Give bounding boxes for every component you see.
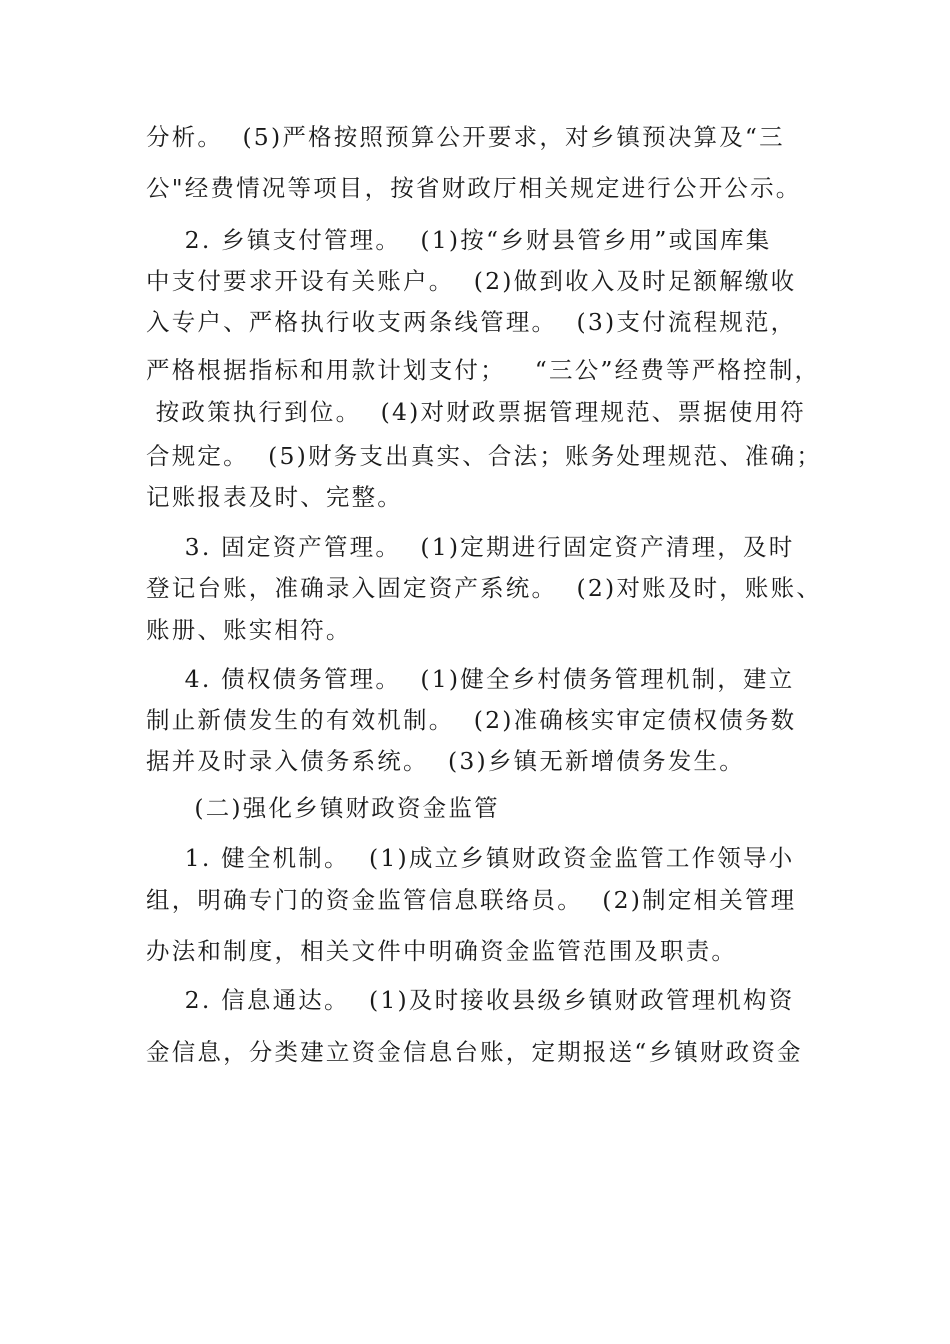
text-line: 登记台账，准确录入固定资产系统。 (2)对账及时，账账、 — [146, 574, 823, 602]
text-line: 账册、账实相符。 — [146, 616, 352, 644]
text-line: 严格根据指标和用款计划支付； “三公”经费等严格控制， — [146, 356, 821, 384]
text-line: 1. 健全机制。 (1)成立乡镇财政资金监管工作领导小 — [146, 844, 795, 872]
text-line: 制止新债发生的有效机制。 (2)准确核实审定债权债务数 — [146, 706, 797, 734]
text-line: 金信息，分类建立资金信息台账，定期报送“乡镇财政资金 — [146, 1038, 803, 1066]
text-line: 4. 债权债务管理。 (1)健全乡村债务管理机制，建立 — [146, 665, 795, 693]
text-line: 入专户、严格执行收支两条线管理。 (3)支付流程规范， — [146, 308, 797, 336]
text-line: 合规定。 (5)财务支出真实、合法；账务处理规范、准确； — [146, 442, 823, 470]
text-line: 办法和制度，相关文件中明确资金监管范围及职责。 — [146, 937, 738, 965]
text-line: 据并及时录入债务系统。 (3)乡镇无新增债务发生。 — [146, 747, 745, 775]
text-line: 3. 固定资产管理。 (1)定期进行固定资产清理，及时 — [146, 533, 795, 561]
text-line: 分析。 (5)严格按照预算公开要求，对乡镇预决算及“三 — [146, 123, 785, 151]
text-line: 按政策执行到位。 (4)对财政票据管理规范、票据使用符 — [146, 398, 806, 426]
text-line: 组，明确专门的资金监管信息联络员。 (2)制定相关管理 — [146, 886, 797, 914]
text-line: 2. 信息通达。 (1)及时接收县级乡镇财政管理机构资 — [146, 986, 795, 1014]
text-line: 公"经费情况等项目，按省财政厅相关规定进行公开公示。 — [146, 174, 802, 202]
section-heading: (二)强化乡镇财政资金监管 — [146, 794, 500, 822]
text-line: 记账报表及时、完整。 — [146, 483, 403, 511]
text-line: 2. 乡镇支付管理。 (1)按“乡财县管乡用”或国库集 — [146, 226, 772, 254]
text-line: 中支付要求开设有关账户。 (2)做到收入及时足额解缴收 — [146, 267, 797, 295]
